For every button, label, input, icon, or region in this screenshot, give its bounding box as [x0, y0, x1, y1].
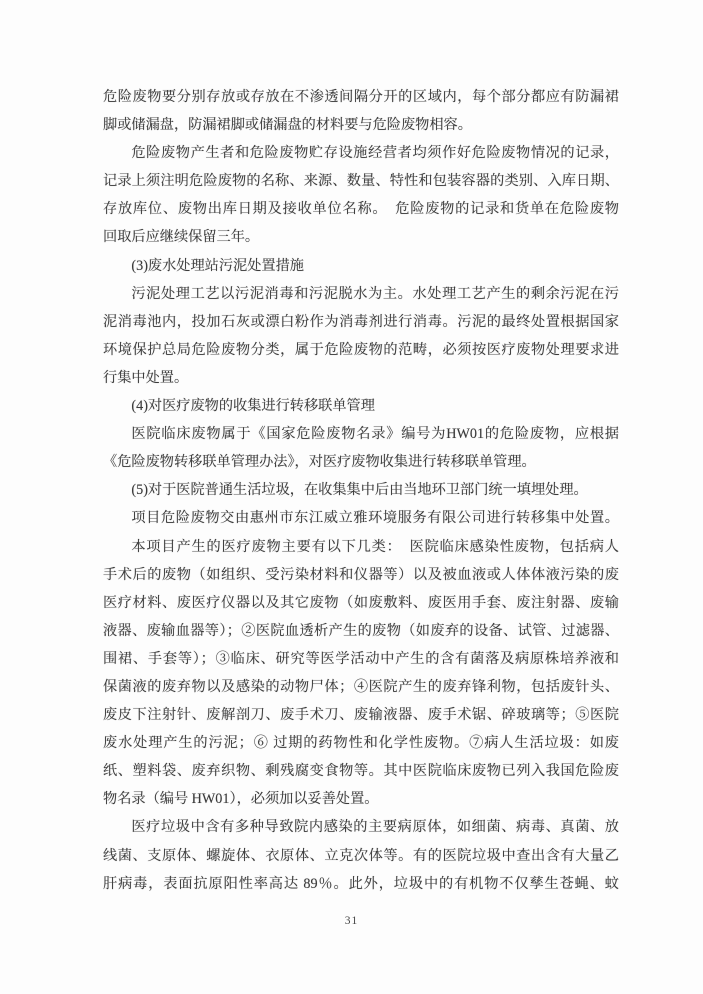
text-line: 泥消毒池内，投加石灰或漂白粉作为消毒剂进行消毒。污泥的最终处置根据国家 [103, 313, 619, 330]
text-line: 保菌液的废弃物以及感染的动物尸体；④医院产生的废弃锋利物，包括废针头、 [103, 678, 619, 695]
text-line: (4)对医疗废物的收集进行转移联单管理 [131, 398, 375, 415]
text-line: (5)对于医院普通生活垃圾，在收集集中后由当地环卫部门统一填埋处理。 [131, 482, 588, 499]
text-line: 液器、废输血器等）；②医院血透析产生的废物（如废弃的设备、试管、过滤器、 [103, 622, 619, 639]
text-line: 物名录（编号 HW01），必须加以妥善处置。 [103, 791, 379, 808]
text-line: 医疗垃圾中含有多种导致院内感染的主要病原体，如细菌、病毒、真菌、放 [131, 819, 619, 836]
text-line: 回取后应继续保留三年。 [103, 229, 260, 246]
text-line: 废皮下注射针、废解剖刀、废手术刀、废输液器、废手术锯、碎玻璃等；⑤医院 [103, 707, 619, 724]
text-line: 环境保护总局危险废物分类，属于危险废物的范畴，必须按医疗废物处理要求进 [103, 341, 619, 358]
text-line: 存放库位、废物出库日期及接收单位名称。 危险废物的记录和货单在危险废物 [103, 201, 619, 218]
text-line: (3)废水处理站污泥处置措施 [131, 257, 304, 274]
text-line: 污泥处理工艺以污泥消毒和污泥脱水为主。水处理工艺产生的剩余污泥在污 [131, 285, 619, 302]
text-line: 纸、塑料袋、废弃织物、剩残腐变食物等。其中医院临床废物已列入我国危险废 [103, 763, 619, 780]
text-line: 行集中处置。 [103, 369, 189, 386]
text-line: 医疗材料、废医疗仪器以及其它废物（如废敷料、废医用手套、废注射器、废输 [103, 594, 619, 611]
text-line: 医院临床废物属于《国家危险废物名录》编号为HW01的危险废物，应根据 [131, 426, 619, 443]
text-line: 线菌、支原体、螺旋体、衣原体、立克次体等。有的医院垃圾中查出含有大量乙 [103, 847, 619, 864]
text-line: 危险废物要分别存放或存放在不渗透间隔分开的区域内，每个部分都应有防漏裙 [103, 89, 619, 105]
text-line: 围裙、手套等）；③临床、研究等医学活动中产生的含有菌落及病原株培养液和 [103, 650, 619, 667]
text-line: 危险废物产生者和危险废物贮存设施经营者均须作好危险废物情况的记录， [131, 145, 619, 162]
text-line: 脚或储漏盘，防漏裙脚或储漏盘的材料要与危险废物相容。 [103, 117, 472, 134]
text-column [103, 83, 619, 898]
text-line: 手术后的废物（如组织、受污染材料和仪器等）以及被血液或人体体液污染的废 [103, 566, 619, 583]
text-line: 《危险废物转移联单管理办法》，对医疗废物收集进行转移联单管理。 [103, 454, 536, 471]
page-number: 31 [344, 914, 359, 927]
text-line: 废水处理产生的污泥；⑥ 过期的药物性和化学性废物。⑦病人生活垃圾：如废 [103, 735, 619, 752]
text-line: 本项目产生的医疗废物主要有以下几类： 医院临床感染性废物，包括病人 [131, 538, 619, 555]
text-line: 肝病毒，表面抗原阳性率高达 89％。此外，垃圾中的有机物不仅孳生苍蝇、蚊 [103, 875, 619, 892]
text-line: 项目危险废物交由惠州市东江威立雅环境服务有限公司进行转移集中处置。 [131, 510, 619, 527]
text-line: 记录上须注明危险废物的名称、来源、数量、特性和包装容器的类别、入库日期、 [103, 173, 619, 190]
